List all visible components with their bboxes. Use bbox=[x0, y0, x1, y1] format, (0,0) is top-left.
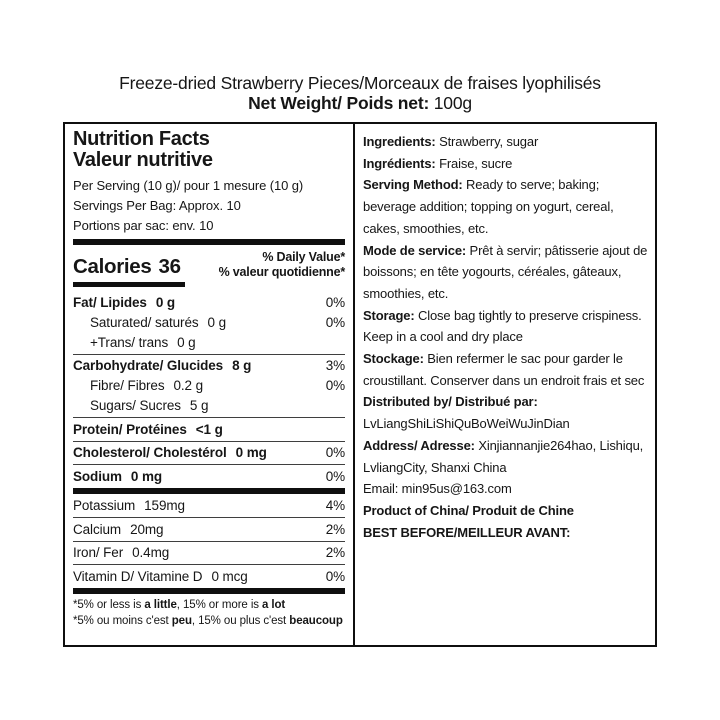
nutrient-row bbox=[73, 466, 345, 494]
info-paragraph-text: Strawberry, sugar bbox=[435, 134, 539, 149]
info-panel bbox=[355, 124, 655, 645]
footnote-line bbox=[73, 613, 345, 630]
info-paragraph bbox=[363, 131, 650, 153]
footnote-segment: a lot bbox=[262, 598, 286, 611]
info-paragraph bbox=[363, 153, 650, 175]
net-weight-label: Net Weight/ Poids net: bbox=[248, 93, 430, 113]
info-paragraph-lead: BEST BEFORE/MEILLEUR AVANT: bbox=[363, 524, 571, 540]
net-weight-line bbox=[0, 93, 720, 113]
serving-size-line: Per Serving (10 g)/ pour 1 mesure (10 g) bbox=[73, 178, 304, 193]
info-paragraph bbox=[363, 522, 650, 544]
info-paragraph-lead: Serving Method: bbox=[363, 177, 463, 193]
nutrient-daily-value: 0% bbox=[325, 378, 345, 393]
nutrient-label: Cholesterol/ Cholestérol bbox=[73, 445, 227, 460]
nutrient-label: Carbohydrate/ Glucides bbox=[73, 358, 224, 373]
info-paragraph-lead: Product of China/ Produit de Chine bbox=[363, 502, 574, 518]
info-paragraph-lead: Ingredients: bbox=[363, 134, 436, 149]
nutrient-daily-value: 0% bbox=[325, 445, 345, 460]
nutrient-row bbox=[73, 356, 345, 376]
info-paragraph-lead: Storage: bbox=[363, 307, 415, 323]
nutrient-label: Vitamin D/ Vitamine D bbox=[73, 568, 203, 584]
product-name: Freeze-dried Strawberry Pieces/Morceaux de fraises lyophilisés bbox=[119, 73, 601, 93]
nutrient-label: Fibre/ Fibres bbox=[90, 378, 165, 393]
nutrient-amount: 0 mg bbox=[235, 445, 267, 460]
footnote-segment: , 15% ou plus c'est bbox=[191, 615, 290, 627]
calories-text bbox=[73, 255, 181, 279]
footnotes bbox=[73, 597, 345, 630]
calories-label: Calories bbox=[73, 255, 152, 278]
nutrient-label: Protein/ Protéines bbox=[73, 421, 187, 437]
nutrient-row bbox=[73, 312, 345, 332]
nutrient-daily-value: 3% bbox=[325, 358, 345, 373]
info-paragraph bbox=[363, 435, 650, 478]
nutrient-label: Sugars/ Sucres bbox=[90, 398, 181, 413]
nutrient-label: +Trans/ trans bbox=[90, 334, 169, 350]
calories-section bbox=[73, 250, 345, 279]
nutrient-row bbox=[73, 292, 345, 312]
info-paragraph-lead: Address/ Adresse: bbox=[363, 437, 475, 453]
nutrient-amount: 0 mcg bbox=[211, 568, 248, 584]
daily-value-header-en: % Daily Value* bbox=[262, 250, 345, 264]
portions-per-bag-line: Portions par sac: env. 10 bbox=[73, 218, 214, 233]
info-paragraph-lead: Distributed by/ Distribué par: bbox=[363, 394, 538, 410]
nutrient-rows bbox=[73, 292, 345, 594]
info-paragraph bbox=[363, 500, 650, 522]
info-paragraph-text: Ready to serve; baking; beverage addition; topping on yogurt, cereal, cakes, smoothies, etc. bbox=[363, 177, 614, 236]
calories-underline bbox=[73, 282, 185, 287]
info-paragraph bbox=[363, 391, 650, 434]
nutrient-row bbox=[73, 396, 345, 419]
footnote-segment: a little bbox=[144, 598, 177, 611]
footnote-segment: , 15% or more is bbox=[176, 598, 263, 611]
nutrient-label: Potassium bbox=[73, 498, 136, 513]
servings-per-bag-line: Servings Per Bag: Approx. 10 bbox=[73, 198, 241, 213]
nutrient-row bbox=[73, 332, 345, 355]
footnote-line bbox=[73, 597, 345, 614]
footnote-segment: *5% ou moins c'est bbox=[73, 615, 172, 627]
info-paragraph-text: LvLiangShiLiShiQuBoWeiWuJinDian bbox=[363, 416, 570, 432]
nutrient-row bbox=[73, 376, 345, 396]
nutrient-daily-value: 4% bbox=[325, 498, 345, 513]
info-paragraph bbox=[363, 174, 650, 239]
nutrient-row bbox=[73, 543, 345, 566]
info-paragraph-lead: Mode de service: bbox=[363, 242, 467, 258]
nutrient-amount: 0 g bbox=[207, 314, 226, 330]
info-paragraph-text: Email: min95us@163.com bbox=[363, 481, 512, 497]
nutrient-amount: 0 mg bbox=[130, 468, 163, 484]
nutrient-daily-value: 2% bbox=[325, 545, 345, 560]
label-box bbox=[63, 122, 657, 647]
nutrient-amount: 8 g bbox=[232, 358, 252, 373]
info-paragraph-lead: Stockage: bbox=[363, 351, 424, 367]
info-paragraph-text: Bien refermer le sac pour garder le croustillant. Conserver dans un endroit frais et sec bbox=[363, 351, 645, 388]
nutrient-daily-value: 0% bbox=[325, 468, 345, 484]
nutrition-facts-title-fr: Valeur nutritive bbox=[73, 149, 213, 171]
nutrition-facts-title-en: Nutrition Facts bbox=[73, 128, 210, 150]
nutrient-row bbox=[73, 419, 345, 442]
footnote-segment: peu bbox=[171, 615, 192, 627]
info-paragraph bbox=[363, 240, 650, 305]
info-paragraph-lead: Ingrédients: bbox=[363, 155, 436, 171]
nutrient-daily-value: 0% bbox=[325, 294, 345, 310]
nutrient-amount: 0 g bbox=[155, 294, 176, 310]
nutrient-amount: 159mg bbox=[144, 498, 185, 513]
nutrition-facts-panel bbox=[65, 124, 355, 645]
nutrient-row bbox=[73, 496, 345, 519]
daily-value-header-fr: % valeur quotidienne* bbox=[218, 264, 345, 279]
info-paragraph-text: Xinjiannanjie264hao, Lishiqu, LvliangCity, Shanxi China bbox=[363, 437, 644, 475]
info-paragraph bbox=[363, 348, 650, 391]
nutrient-amount: 20mg bbox=[130, 521, 164, 537]
info-paragraph bbox=[363, 478, 650, 500]
nutrient-label: Saturated/ saturés bbox=[90, 314, 199, 330]
nutrient-label: Sodium bbox=[73, 468, 122, 484]
nutrient-amount: 5 g bbox=[189, 398, 209, 413]
nutrient-row bbox=[73, 519, 345, 542]
info-paragraph-text: Prêt à servir; pâtisserie ajout de boissons; en tête yogourts, céréales, gâteaux, smoothies, etc. bbox=[363, 242, 648, 301]
nutrient-daily-value: 0% bbox=[325, 314, 345, 330]
nutrient-label: Iron/ Fer bbox=[73, 545, 124, 560]
net-weight-value: 100g bbox=[429, 93, 472, 113]
nutrient-label: Calcium bbox=[73, 521, 122, 537]
footnote-segment: *5% or less is bbox=[73, 598, 145, 611]
footnote-segment: beaucoup bbox=[289, 615, 343, 627]
info-paragraph bbox=[363, 305, 650, 348]
nutrient-amount: 0.4mg bbox=[132, 545, 170, 560]
nutrient-daily-value: 2% bbox=[325, 521, 345, 537]
serving-info-block bbox=[73, 176, 345, 236]
daily-value-header bbox=[219, 250, 345, 279]
nutrient-daily-value: 0% bbox=[325, 568, 345, 584]
info-paragraph-text: Close bag tightly to preserve crispiness. Keep in a cool and dry place bbox=[363, 307, 642, 345]
info-paragraph-text: Fraise, sucre bbox=[435, 155, 513, 171]
nutrient-amount: <1 g bbox=[195, 421, 223, 437]
nutrient-label: Fat/ Lipides bbox=[73, 294, 147, 310]
nutrient-amount: 0.2 g bbox=[173, 378, 203, 393]
calories-value: 36 bbox=[158, 255, 181, 278]
product-title-block bbox=[0, 73, 720, 113]
nutrient-row bbox=[73, 443, 345, 466]
nutrient-amount: 0 g bbox=[177, 334, 196, 350]
nutrient-row bbox=[73, 566, 345, 594]
thick-divider-top bbox=[73, 239, 345, 245]
